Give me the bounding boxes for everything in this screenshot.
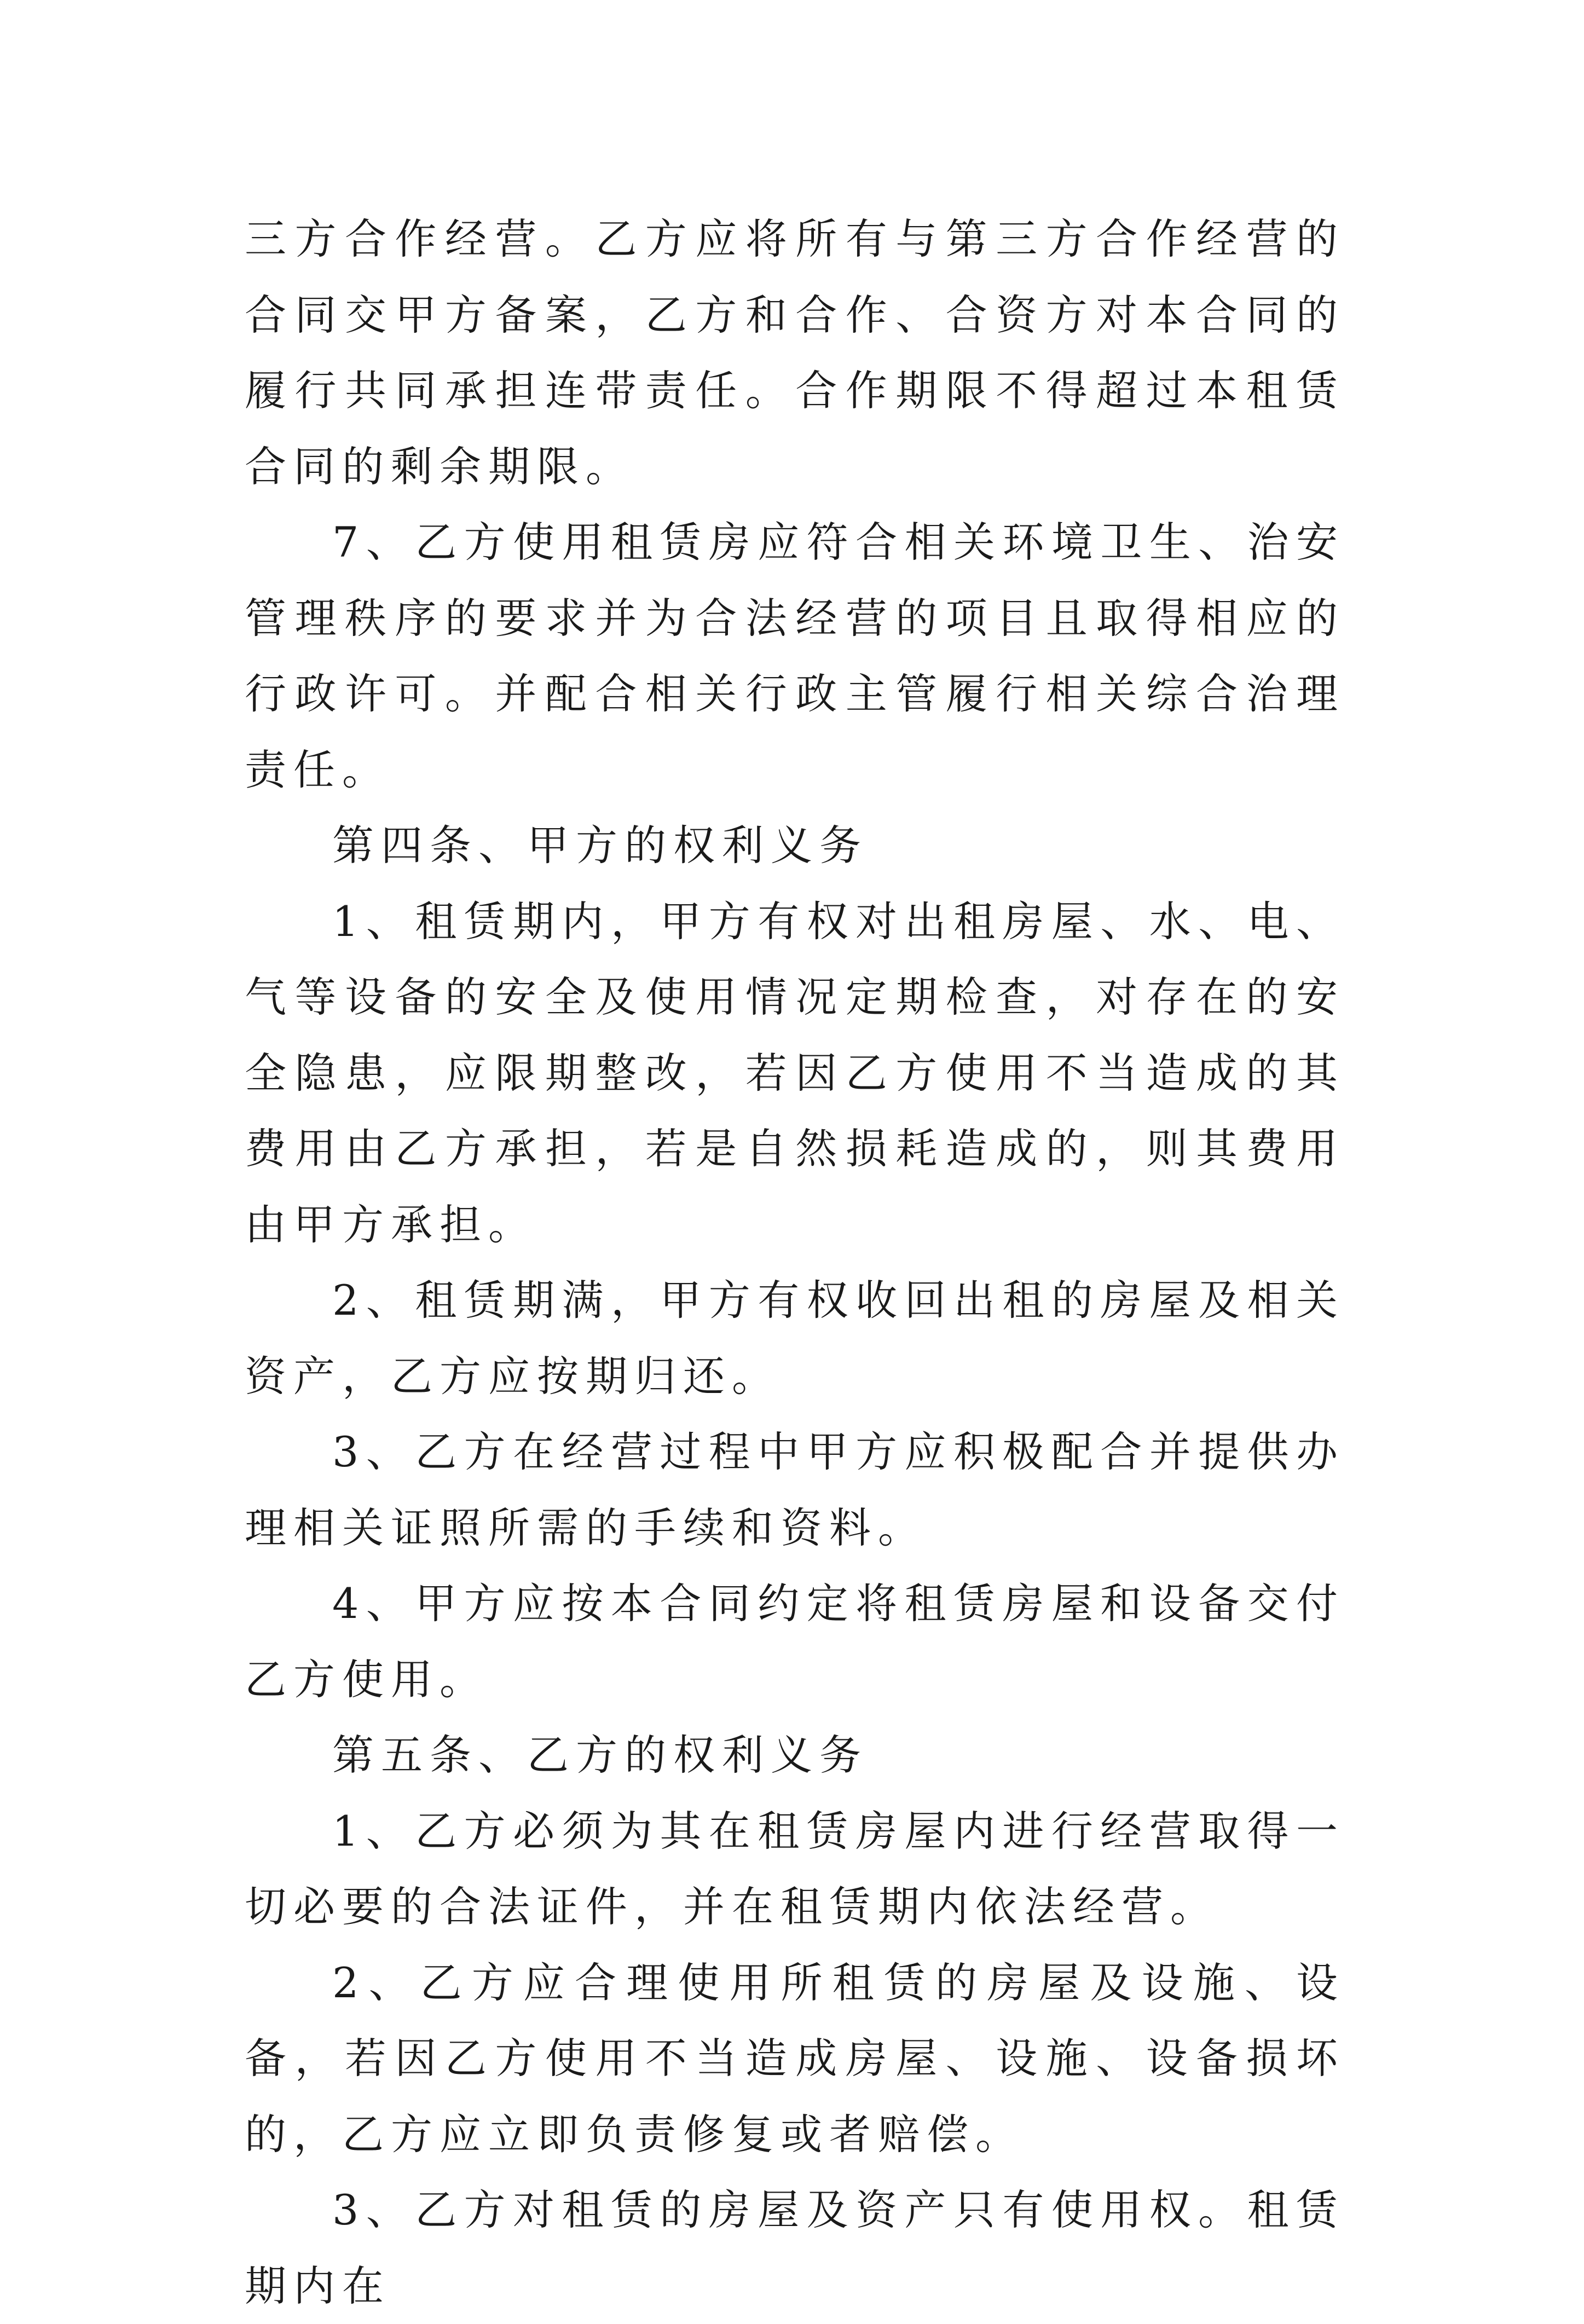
paragraph-clause-5-2: 2、乙方应合理使用所租赁的房屋及设施、设备，若因乙方使用不当造成房屋、设施、设备损坏的，乙方应立即负责修复或者赔偿。 xyxy=(245,1958,1345,2159)
section-heading-article-5: 第五条、乙方的权利义务 xyxy=(332,1731,868,1779)
paragraph-clause-5-3: 3、乙方对租赁的房屋及资产只有使用权。租赁期内在 xyxy=(245,2186,1345,2310)
paragraph-clause-5-1: 1、乙方必须为其在租赁房屋内进行经营取得一切必要的合法证件，并在租赁期内依法经营。 xyxy=(245,1806,1345,1931)
paragraph-clause-4-4: 4、甲方应按本合同约定将租赁房屋和设备交付乙方使用。 xyxy=(245,1579,1345,1704)
paragraph-clause-3-7: 7、乙方使用租赁房应符合相关环境卫生、治安管理秩序的要求并为合法经营的项目且取得相应的行政许可。并配合相关行政主管履行相关综合治理责任。 xyxy=(245,518,1345,794)
paragraph-clause-4-1: 1、租赁期内，甲方有权对出租房屋、水、电、气等设备的安全及使用情况定期检查，对存在的安全隐患，应限期整改，若因乙方使用不当造成的其费用由乙方承担，若是自然损耗造成的，则其费用由甲方承担。 xyxy=(245,897,1345,1249)
paragraph-clause-4-2: 2、租赁期满，甲方有权收回出租的房屋及相关资产，乙方应按期归还。 xyxy=(245,1276,1345,1401)
paragraph-clause-4-3: 3、乙方在经营过程中甲方应积极配合并提供办理相关证照所需的手续和资料。 xyxy=(245,1427,1345,1552)
section-heading-article-4: 第四条、甲方的权利义务 xyxy=(332,821,868,870)
document-body xyxy=(245,201,1345,2324)
paragraph-continuation: 三方合作经营。乙方应将所有与第三方合作经营的合同交甲方备案，乙方和合作、合资方对本合同的履行共同承担连带责任。合作期限不得超过本租赁合同的剩余期限。 xyxy=(245,215,1345,491)
